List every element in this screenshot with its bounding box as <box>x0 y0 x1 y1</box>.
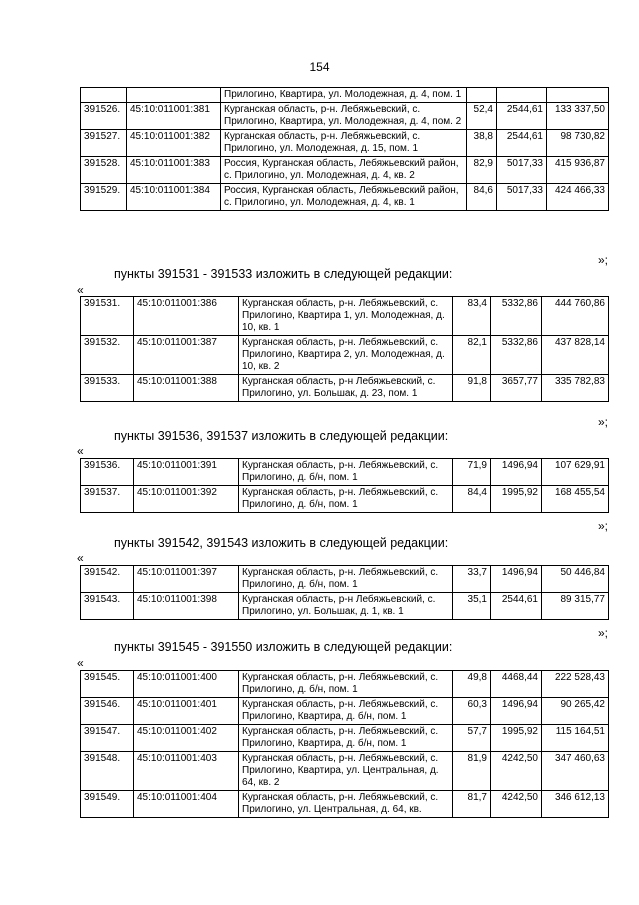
table-row <box>81 184 609 211</box>
cadastral-number-cell: 45:10:011001:391 <box>134 459 239 486</box>
registry-table <box>80 296 609 402</box>
total-value-cell: 424 466,33 <box>547 184 609 211</box>
table-row <box>81 486 609 513</box>
area-cell: 91,8 <box>453 375 491 402</box>
opening-quote: « <box>77 283 84 297</box>
table-row <box>81 725 609 752</box>
area-cell: 84,6 <box>467 184 497 211</box>
total-value-cell: 437 828,14 <box>542 336 609 375</box>
unit-price-cell: 5017,33 <box>497 157 547 184</box>
registry-table <box>80 87 609 211</box>
address-cell: Курганская область, р-н Лебяжьевский, с. Прилогино, ул. Большак, д. 23, пом. 1 <box>239 375 453 402</box>
table-row <box>81 88 609 103</box>
address-cell: Курганская область, р-н. Лебяжьевский, с. Прилогино, ул. Молодежная, д. 15, пом. 1 <box>221 130 467 157</box>
area-cell: 81,9 <box>453 752 491 791</box>
total-value-cell: 222 528,43 <box>542 671 609 698</box>
opening-quote: « <box>77 656 84 670</box>
total-value-cell: 115 164,51 <box>542 725 609 752</box>
total-value-cell: 168 455,54 <box>542 486 609 513</box>
cadastral-number-cell: 45:10:011001:402 <box>134 725 239 752</box>
address-cell: Курганская область, р-н. Лебяжьевский, с. Прилогино, д. б/н, пом. 1 <box>239 459 453 486</box>
item-number-cell: 391545. <box>81 671 134 698</box>
area-cell: 38,8 <box>467 130 497 157</box>
registry-table <box>80 670 609 818</box>
cadastral-number-cell: 45:10:011001:400 <box>134 671 239 698</box>
total-value-cell: 133 337,50 <box>547 103 609 130</box>
item-number-cell: 391543. <box>81 593 134 620</box>
cadastral-number-cell: 45:10:011001:397 <box>134 566 239 593</box>
area-cell: 57,7 <box>453 725 491 752</box>
area-cell: 52,4 <box>467 103 497 130</box>
address-cell: Курганская область, р-н. Лебяжьевский, с. Прилогино, д. б/н, пом. 1 <box>239 671 453 698</box>
area-cell: 82,9 <box>467 157 497 184</box>
cadastral-number-cell: 45:10:011001:392 <box>134 486 239 513</box>
opening-quote: « <box>77 444 84 458</box>
address-cell: Прилогино, Квартира, ул. Молодежная, д. 4, пом. 1 <box>221 88 467 103</box>
item-number-cell: 391528. <box>81 157 127 184</box>
registry-table <box>80 458 609 513</box>
unit-price-cell: 1995,92 <box>491 725 542 752</box>
table-row <box>81 130 609 157</box>
address-cell: Курганская область, р-н. Лебяжьевский, с. Прилогино, Квартира, д. б/н, пом. 1 <box>239 698 453 725</box>
item-number-cell: 391536. <box>81 459 134 486</box>
address-cell: Курганская область, р-н Лебяжьевский, с. Прилогино, ул. Большак, д. 1, кв. 1 <box>239 593 453 620</box>
closing-quote: »; <box>598 415 609 429</box>
unit-price-cell: 3657,77 <box>491 375 542 402</box>
unit-price-cell: 2544,61 <box>491 593 542 620</box>
unit-price-cell: 5017,33 <box>497 184 547 211</box>
address-cell: Курганская область, р-н. Лебяжьевский, с. Прилогино, ул. Центральная, д. 64, кв. <box>239 791 453 818</box>
total-value-cell: 346 612,13 <box>542 791 609 818</box>
unit-price-cell: 4468,44 <box>491 671 542 698</box>
total-value-cell: 50 446,84 <box>542 566 609 593</box>
area-cell: 82,1 <box>453 336 491 375</box>
opening-quote: « <box>77 551 84 565</box>
area-cell: 60,3 <box>453 698 491 725</box>
area-cell: 71,9 <box>453 459 491 486</box>
cadastral-number-cell: 45:10:011001:388 <box>134 375 239 402</box>
item-number-cell: 391546. <box>81 698 134 725</box>
page-number: 154 <box>309 60 330 74</box>
closing-quote: »; <box>598 253 609 267</box>
address-cell: Россия, Курганская область, Лебяжьевский район, с. Прилогино, ул. Молодежная, д. 4, кв. 1 <box>221 184 467 211</box>
cadastral-number-cell: 45:10:011001:404 <box>134 791 239 818</box>
table-row <box>81 375 609 402</box>
total-value-cell: 335 782,83 <box>542 375 609 402</box>
unit-price-cell: 2544,61 <box>497 103 547 130</box>
item-number-cell: 391542. <box>81 566 134 593</box>
address-cell: Курганская область, р-н. Лебяжьевский, с. Прилогино, Квартира 1, ул. Молодежная, д. 10, кв. 1 <box>239 297 453 336</box>
address-cell: Россия, Курганская область, Лебяжьевский район, с. Прилогино, ул. Молодежная, д. 4, кв. 2 <box>221 157 467 184</box>
cadastral-number-cell <box>127 88 221 103</box>
table-row <box>81 157 609 184</box>
item-number-cell: 391527. <box>81 130 127 157</box>
table-row <box>81 459 609 486</box>
cadastral-number-cell: 45:10:011001:387 <box>134 336 239 375</box>
unit-price-cell: 1496,94 <box>491 566 542 593</box>
total-value-cell: 415 936,87 <box>547 157 609 184</box>
section-intro: пункты 391536, 391537 изложить в следующей редакции: <box>114 429 449 443</box>
item-number-cell: 391549. <box>81 791 134 818</box>
cadastral-number-cell: 45:10:011001:381 <box>127 103 221 130</box>
cadastral-number-cell: 45:10:011001:386 <box>134 297 239 336</box>
item-number-cell <box>81 88 127 103</box>
table-row <box>81 297 609 336</box>
closing-quote: »; <box>598 519 609 533</box>
table-row <box>81 671 609 698</box>
address-cell: Курганская область, р-н. Лебяжьевский, с. Прилогино, Квартира, ул. Центральная, д. 64, кв. 2 <box>239 752 453 791</box>
address-cell: Курганская область, р-н. Лебяжьевский, с. Прилогино, Квартира, д. б/н, пом. 1 <box>239 725 453 752</box>
cadastral-number-cell: 45:10:011001:401 <box>134 698 239 725</box>
cadastral-number-cell: 45:10:011001:383 <box>127 157 221 184</box>
table-row <box>81 566 609 593</box>
unit-price-cell: 1496,94 <box>491 698 542 725</box>
item-number-cell: 391531. <box>81 297 134 336</box>
table-row <box>81 336 609 375</box>
total-value-cell: 90 265,42 <box>542 698 609 725</box>
area-cell: 35,1 <box>453 593 491 620</box>
total-value-cell <box>547 88 609 103</box>
unit-price-cell: 1496,94 <box>491 459 542 486</box>
registry-table <box>80 565 609 620</box>
item-number-cell: 391547. <box>81 725 134 752</box>
table-row <box>81 791 609 818</box>
area-cell: 33,7 <box>453 566 491 593</box>
closing-quote: »; <box>598 626 609 640</box>
cadastral-number-cell: 45:10:011001:403 <box>134 752 239 791</box>
cadastral-number-cell: 45:10:011001:398 <box>134 593 239 620</box>
item-number-cell: 391533. <box>81 375 134 402</box>
unit-price-cell <box>497 88 547 103</box>
unit-price-cell: 1995,92 <box>491 486 542 513</box>
address-cell: Курганская область, р-н. Лебяжьевский, с. Прилогино, д. б/н, пом. 1 <box>239 486 453 513</box>
area-cell: 83,4 <box>453 297 491 336</box>
unit-price-cell: 2544,61 <box>497 130 547 157</box>
address-cell: Курганская область, р-н. Лебяжьевский, с. Прилогино, Квартира 2, ул. Молодежная, д. 10, кв. 2 <box>239 336 453 375</box>
area-cell <box>467 88 497 103</box>
section-intro: пункты 391545 - 391550 изложить в следующей редакции: <box>114 640 453 654</box>
item-number-cell: 391532. <box>81 336 134 375</box>
unit-price-cell: 4242,50 <box>491 752 542 791</box>
total-value-cell: 107 629,91 <box>542 459 609 486</box>
unit-price-cell: 5332,86 <box>491 336 542 375</box>
section-intro: пункты 391542, 391543 изложить в следующей редакции: <box>114 536 449 550</box>
address-cell: Курганская область, р-н. Лебяжьевский, с. Прилогино, Квартира, ул. Молодежная, д. 4, пом. 2 <box>221 103 467 130</box>
total-value-cell: 347 460,63 <box>542 752 609 791</box>
item-number-cell: 391548. <box>81 752 134 791</box>
table-row <box>81 698 609 725</box>
total-value-cell: 444 760,86 <box>542 297 609 336</box>
item-number-cell: 391529. <box>81 184 127 211</box>
area-cell: 84,4 <box>453 486 491 513</box>
table-row <box>81 103 609 130</box>
item-number-cell: 391526. <box>81 103 127 130</box>
total-value-cell: 98 730,82 <box>547 130 609 157</box>
cadastral-number-cell: 45:10:011001:384 <box>127 184 221 211</box>
table-row <box>81 752 609 791</box>
cadastral-number-cell: 45:10:011001:382 <box>127 130 221 157</box>
unit-price-cell: 4242,50 <box>491 791 542 818</box>
address-cell: Курганская область, р-н. Лебяжьевский, с. Прилогино, д. б/н, пом. 1 <box>239 566 453 593</box>
item-number-cell: 391537. <box>81 486 134 513</box>
table-row <box>81 593 609 620</box>
unit-price-cell: 5332,86 <box>491 297 542 336</box>
total-value-cell: 89 315,77 <box>542 593 609 620</box>
area-cell: 49,8 <box>453 671 491 698</box>
area-cell: 81,7 <box>453 791 491 818</box>
section-intro: пункты 391531 - 391533 изложить в следующей редакции: <box>114 267 453 281</box>
